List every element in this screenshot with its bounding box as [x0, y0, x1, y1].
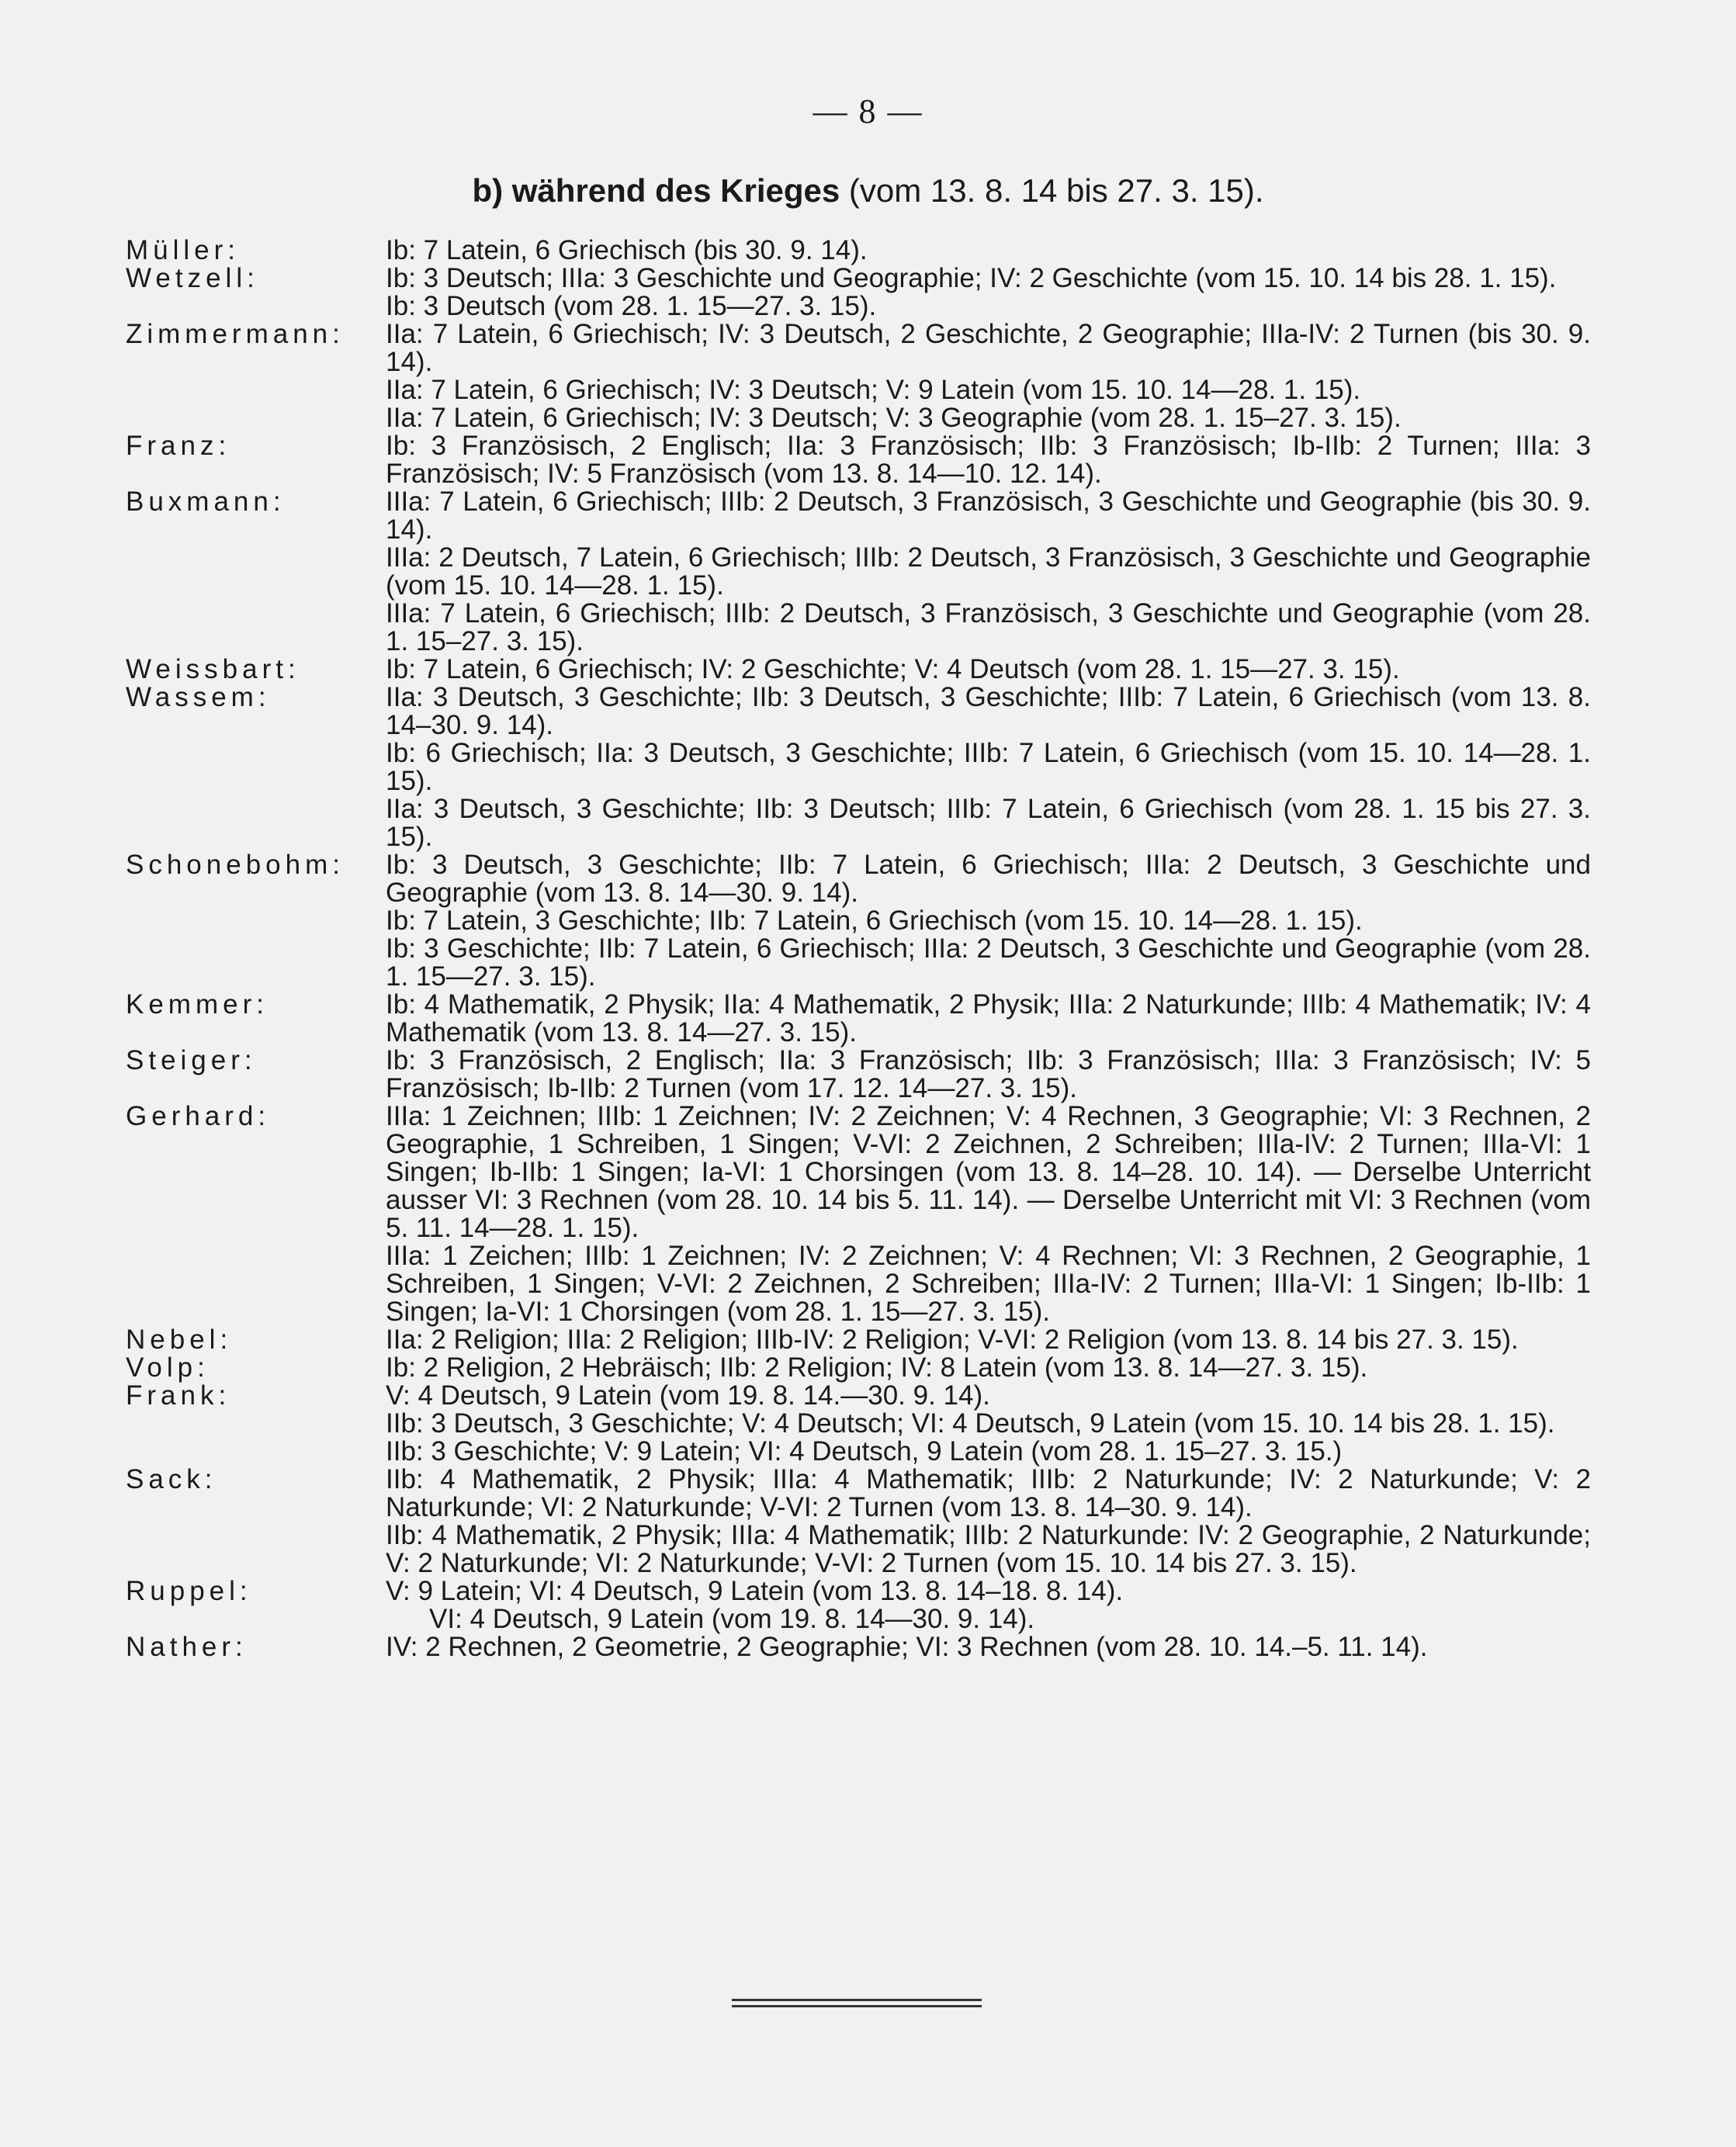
assignment-paragraph: IIb: 4 Mathematik, 2 Physik; IIIa: 4 Mathematik; IIIb: 2 Naturkunde: IV: 2 Geographie, 2 Naturkunde; V: 2 Naturkunde; VI: 2 Naturkunde; V-VI: 2 Turnen (vom 15. 10. 14 bis 27. 3. 15). [386, 1520, 1591, 1578]
assignment-paragraph: V: 4 Deutsch, 9 Latein (vom 19. 8. 14.—30. 9. 14). [386, 1380, 990, 1411]
assignment-paragraph: IIa: 2 Religion; IIIa: 2 Religion; IIIb-IV: 2 Religion; V-VI: 2 Religion (vom 13. 8. 14 bis 27. 3. 15). [386, 1325, 1519, 1355]
teacher-name: Nebel: [126, 1325, 233, 1355]
teacher-name: Gerhard: [126, 1101, 271, 1131]
teacher-entry-volp [0, 1354, 1736, 1382]
assignment-paragraph: Ib: 7 Latein, 6 Griechisch; IV: 2 Geschichte; V: 4 Deutsch (vom 28. 1. 15—27. 3. 15). [386, 654, 1400, 684]
teacher-assignments [386, 1382, 1591, 1466]
teacher-entry-weissbart [0, 656, 1736, 684]
teacher-name: Frank: [126, 1380, 231, 1411]
teacher-assignments [386, 851, 1591, 991]
teacher-entry-wassem [0, 684, 1736, 851]
teacher-name: Kemmer: [126, 989, 269, 1020]
assignment-paragraph: IIb: 3 Deutsch, 3 Geschichte; V: 4 Deutsch; VI: 4 Deutsch, 9 Latein (vom 15. 10. 14 bis 28. 1. 15). [386, 1408, 1555, 1439]
teacher-entry-franz [0, 432, 1736, 488]
closing-rule-bottom [732, 2005, 982, 2007]
teacher-assignments [386, 684, 1591, 851]
page-number: — 8 — [813, 92, 923, 130]
assignment-paragraph: Ib: 2 Religion, 2 Hebräisch; IIb: 2 Religion; IV: 8 Latein (vom 13. 8. 14—27. 3. 15). [386, 1352, 1368, 1383]
assignment-paragraph: IIa: 3 Deutsch, 3 Geschichte; IIb: 3 Deutsch; IIIb: 7 Latein, 6 Griechisch (vom 28. 1. 15 bis 27. 3. 15). [386, 794, 1591, 852]
assignment-paragraph: Ib: 3 Französisch, 2 Englisch; IIa: 3 Französisch; IIb: 3 Französisch; IIIa: 3 Französisch; IV: 5 Französisch; Ib-IIb: 2 Turnen (vom 17. 12. 14—27. 3. 15). [386, 1045, 1591, 1103]
assignment-paragraph: Ib: 7 Latein, 3 Geschichte; IIb: 7 Latein, 6 Griechisch (vom 15. 10. 14—28. 1. 15). [386, 906, 1363, 936]
assignment-paragraph: Ib: 4 Mathematik, 2 Physik; IIa: 4 Mathematik, 2 Physik; IIIa: 2 Naturkunde; IIIb: 4 Mathematik; IV: 4 Mathematik (vom 13. 8. 14—27. 3. 15). [386, 989, 1591, 1048]
teacher-entry-sack [0, 1466, 1736, 1577]
teacher-entry-buxmann [0, 488, 1736, 656]
assignment-paragraph: IIa: 7 Latein, 6 Griechisch; IV: 3 Deutsch, 2 Geschichte, 2 Geographie; IIIa-IV: 2 Turnen (bis 30. 9. 14). [386, 319, 1591, 377]
teacher-name: Wassem: [126, 682, 271, 712]
teacher-assignments [386, 488, 1591, 656]
teacher-assignments [386, 432, 1591, 488]
assignment-paragraph: IIb: 3 Geschichte; V: 9 Latein; VI: 4 Deutsch, 9 Latein (vom 28. 1. 15–27. 3. 15.) [386, 1436, 1343, 1467]
teacher-assignments [386, 1577, 1591, 1633]
section-heading [0, 172, 1736, 210]
assignment-paragraph: IIIa: 7 Latein, 6 Griechisch; IIIb: 2 Deutsch, 3 Französisch, 3 Geschichte und Geographie (vom 28. 1. 15–27. 3. 15). [386, 598, 1591, 656]
teacher-entry-kemmer [0, 991, 1736, 1047]
teacher-assignments [386, 656, 1591, 684]
teacher-name: Nather: [126, 1632, 248, 1662]
teacher-list [0, 237, 1736, 1661]
assignment-paragraph: Ib: 7 Latein, 6 Griechisch (bis 30. 9. 14). [386, 235, 868, 265]
assignment-paragraph: IIIa: 7 Latein, 6 Griechisch; IIIb: 2 Deutsch, 3 Französisch, 3 Geschichte und Geographie (bis 30. 9. 14). [386, 487, 1591, 545]
teacher-entry-wetzell [0, 265, 1736, 320]
assignment-paragraph: IIIa: 2 Deutsch, 7 Latein, 6 Griechisch; IIIb: 2 Deutsch, 3 Französisch, 3 Geschichte und Geographie (vom 15. 10. 14—28. 1. 15). [386, 542, 1591, 601]
section-heading-dates: (vom 13. 8. 14 bis 27. 3. 15). [848, 172, 1264, 209]
assignment-paragraph: VI: 4 Deutsch, 9 Latein (vom 19. 8. 14—30. 9. 14). [429, 1604, 1035, 1634]
teacher-entry-steiger [0, 1047, 1736, 1103]
teacher-assignments [386, 1326, 1591, 1354]
teacher-name: Sack: [126, 1464, 217, 1494]
assignment-paragraph: Ib: 3 Deutsch; IIIa: 3 Geschichte und Geographie; IV: 2 Geschichte (vom 15. 10. 14 bis 28. 1. 15). [386, 263, 1557, 293]
teacher-entry-frank [0, 1382, 1736, 1466]
teacher-name: Ruppel: [126, 1576, 252, 1606]
assignment-paragraph: IIIa: 1 Zeichnen; IIIb: 1 Zeichnen; IV: 2 Zeichnen; V: 4 Rechnen, 3 Geographie; VI: 3 Rechnen, 2 Geographie, 1 Schreiben, 1 Singen; V-VI: 2 Zeichnen, 2 Schreiben; IIIa-IV: 2 Turnen; IIIa-VI: 1 Singen; Ib-IIb: 1 Singen; Ia-VI: 1 Chorsingen (vom 13. 8. 14–28. 10. 14). — Derselbe Unterricht ausser VI: 3 Rechnen (vom 28. 10. 14 bis 5. 11. 14). — Derselbe Unterricht mit VI: 3 Rechnen (vom 5. 11. 14—28. 1. 15). [386, 1101, 1591, 1243]
teacher-assignments [386, 320, 1591, 432]
assignment-paragraph: IIa: 3 Deutsch, 3 Geschichte; IIb: 3 Deutsch, 3 Geschichte; IIIb: 7 Latein, 6 Griechisch (vom 13. 8. 14–30. 9. 14). [386, 682, 1591, 740]
teacher-assignments [386, 265, 1591, 320]
teacher-name: Müller: [126, 235, 241, 265]
teacher-assignments [386, 1103, 1591, 1326]
teacher-entry-mueller [0, 237, 1736, 265]
teacher-name: Wetzell: [126, 263, 259, 293]
teacher-name: Steiger: [126, 1045, 257, 1075]
teacher-name: Zimmermann: [126, 319, 345, 349]
assignment-paragraph: Ib: 6 Griechisch; IIa: 3 Deutsch, 3 Geschichte; IIIb: 7 Latein, 6 Griechisch (vom 15. 10. 14—28. 1. 15). [386, 738, 1591, 796]
assignment-paragraph: Ib: 3 Französisch, 2 Englisch; IIa: 3 Französisch; IIb: 3 Französisch; Ib-IIb: 2 Turnen; IIIa: 3 Französisch; IV: 5 Französisch (vom 13. 8. 14—10. 12. 14). [386, 431, 1591, 489]
assignment-paragraph: Ib: 3 Deutsch (vom 28. 1. 15—27. 3. 15). [386, 291, 877, 321]
assignment-paragraph: IIa: 7 Latein, 6 Griechisch; IV: 3 Deutsch; V: 3 Geographie (vom 28. 1. 15–27. 3. 15). [386, 403, 1402, 433]
teacher-entry-ruppel [0, 1577, 1736, 1633]
assignment-paragraph: IIb: 4 Mathematik, 2 Physik; IIIa: 4 Mathematik; IIIb: 2 Naturkunde; IV: 2 Naturkunde; V: 2 Naturkunde; VI: 2 Naturkunde; V-VI: 2 Turnen (vom 13. 8. 14–30. 9. 14). [386, 1464, 1591, 1522]
closing-rule-top [732, 1999, 982, 2001]
assignment-paragraph: Ib: 3 Geschichte; IIb: 7 Latein, 6 Griechisch; IIIa: 2 Deutsch, 3 Geschichte und Geographie (vom 28. 1. 15—27. 3. 15). [386, 933, 1591, 992]
teacher-entry-nebel [0, 1326, 1736, 1354]
teacher-assignments [386, 1354, 1591, 1382]
assignment-paragraph: IV: 2 Rechnen, 2 Geometrie, 2 Geographie; VI: 3 Rechnen (vom 28. 10. 14.–5. 11. 14). [386, 1632, 1428, 1662]
teacher-name: Weissbart: [126, 654, 300, 684]
assignment-paragraph: IIIa: 1 Zeichen; IIIb: 1 Zeichnen; IV: 2 Zeichnen; V: 4 Rechnen; VI: 3 Rechnen, 2 Geographie, 1 Schreiben, 1 Singen; V-VI: 2 Zeichnen, 2 Schreiben; IIIa-IV: 2 Turnen; IIIa-VI: 1 Singen; Ib-IIb: 1 Singen; Ia-VI: 1 Chorsingen (vom 28. 1. 15—27. 3. 15). [386, 1241, 1591, 1327]
teacher-entry-gerhard [0, 1103, 1736, 1326]
teacher-entry-nather [0, 1633, 1736, 1661]
teacher-assignments [386, 1466, 1591, 1577]
teacher-assignments [386, 237, 1591, 265]
teacher-name: Franz: [126, 431, 231, 461]
teacher-assignments [386, 1047, 1591, 1103]
assignment-paragraph: Ib: 3 Deutsch, 3 Geschichte; IIb: 7 Latein, 6 Griechisch; IIIa: 2 Deutsch, 3 Geschichte und Geographie (vom 13. 8. 14—30. 9. 14). [386, 850, 1591, 908]
teacher-name: Volp: [126, 1352, 210, 1383]
teacher-entry-schonebohm [0, 851, 1736, 991]
teacher-name: Schonebohm: [126, 850, 345, 880]
assignment-paragraph: IIa: 7 Latein, 6 Griechisch; IV: 3 Deutsch; V: 9 Latein (vom 15. 10. 14—28. 1. 15). [386, 375, 1361, 405]
teacher-assignments [386, 1633, 1591, 1661]
teacher-assignments [386, 991, 1591, 1047]
teacher-entry-zimmermann [0, 320, 1736, 432]
teacher-name: Buxmann: [126, 487, 286, 517]
assignment-paragraph: V: 9 Latein; VI: 4 Deutsch, 9 Latein (vom 13. 8. 14–18. 8. 14). [386, 1576, 1124, 1606]
section-heading-bold: b) während des Krieges [472, 172, 840, 209]
